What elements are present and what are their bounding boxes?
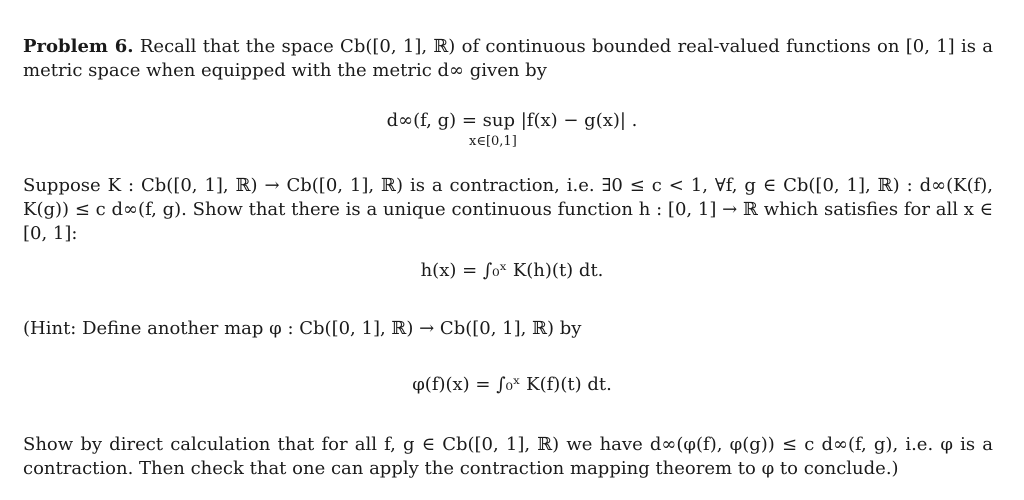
- integral-equation-h: [0, 259, 1024, 283]
- problem-label: Problem 6.: [23, 36, 134, 57]
- intro-paragraph: [23, 35, 993, 83]
- conclusion-text: Show by direct calculation that for all f, g ∈ Cb([0, 1], ℝ) we have d∞(φ(f), φ(g)) ≤ c d∞(f, g), i.e. φ is a contraction. Then check that one can apply the contraction mapping theorem to φ to conclude.): [23, 434, 993, 479]
- integral-equation-phi-text: φ(f)(x) = ∫₀ˣ K(f)(t) dt.: [412, 374, 612, 395]
- conclusion-paragraph: [23, 433, 993, 481]
- sup-subscript: x∈[0,1]: [469, 134, 517, 149]
- integral-equation-phi: [0, 373, 1024, 397]
- hint-intro-paragraph: [23, 317, 993, 341]
- statement-text: Suppose K : Cb([0, 1], ℝ) → Cb([0, 1], ℝ) is a contraction, i.e. ∃0 ≤ c < 1, ∀f, g ∈ Cb([0, 1], ℝ) : d∞(K(f), K(g)) ≤ c d∞(f, g). Show that there is a unique continuous function h : [0, 1] → ℝ which satisfies for all x ∈ [0, 1]:: [23, 175, 993, 244]
- integral-equation-h-text: h(x) = ∫₀ˣ K(h)(t) dt.: [420, 260, 604, 281]
- statement-paragraph: [23, 174, 993, 246]
- metric-equation: [0, 109, 1024, 133]
- intro-text: Recall that the space Cb([0, 1], ℝ) of continuous bounded real-valued functions on [0, 1] is a metric space when equipped with the metric d∞ given by: [23, 36, 993, 81]
- metric-equation-main: d∞(f, g) = sup |f(x) − g(x)| .: [386, 110, 638, 131]
- hint-intro-text: (Hint: Define another map φ : Cb([0, 1], ℝ) → Cb([0, 1], ℝ) by: [23, 318, 582, 339]
